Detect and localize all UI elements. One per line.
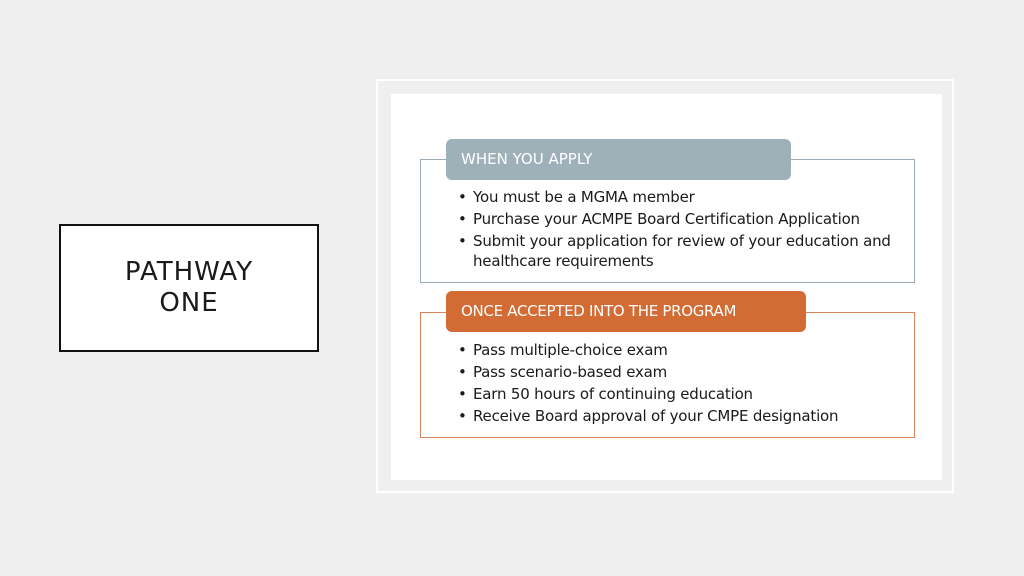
list-item-text: Receive Board approval of your CMPE designation [473, 407, 839, 425]
list-item [458, 340, 903, 360]
list-item [458, 231, 903, 271]
bullet-icon: • [458, 407, 467, 425]
list-item [458, 384, 903, 404]
list-item-text: Submit your application for review of your education and healthcare requirements [473, 232, 891, 270]
bullet-icon: • [458, 210, 467, 228]
title-box [59, 224, 319, 352]
bullet-icon: • [458, 188, 467, 206]
title-line-1: PATHWAY [124, 257, 254, 287]
accepted-section-list [458, 340, 903, 428]
list-item-text: Earn 50 hours of continuing education [473, 385, 753, 403]
bullet-icon: • [458, 363, 467, 381]
list-item [458, 209, 903, 229]
bullet-icon: • [458, 385, 467, 403]
list-item-text: Purchase your ACMPE Board Certification Application [473, 210, 860, 228]
list-item-text: You must be a MGMA member [473, 188, 695, 206]
apply-section-heading: WHEN YOU APPLY [446, 139, 791, 180]
list-item [458, 406, 903, 426]
list-item-text: Pass multiple-choice exam [473, 341, 668, 359]
apply-section-list [458, 187, 903, 273]
slide-title [89, 257, 289, 319]
title-line-2: ONE [159, 288, 219, 318]
bullet-icon: • [458, 232, 467, 250]
list-item [458, 187, 903, 207]
accepted-section-heading: ONCE ACCEPTED INTO THE PROGRAM [446, 291, 806, 332]
list-item [458, 362, 903, 382]
bullet-icon: • [458, 341, 467, 359]
list-item-text: Pass scenario-based exam [473, 363, 668, 381]
